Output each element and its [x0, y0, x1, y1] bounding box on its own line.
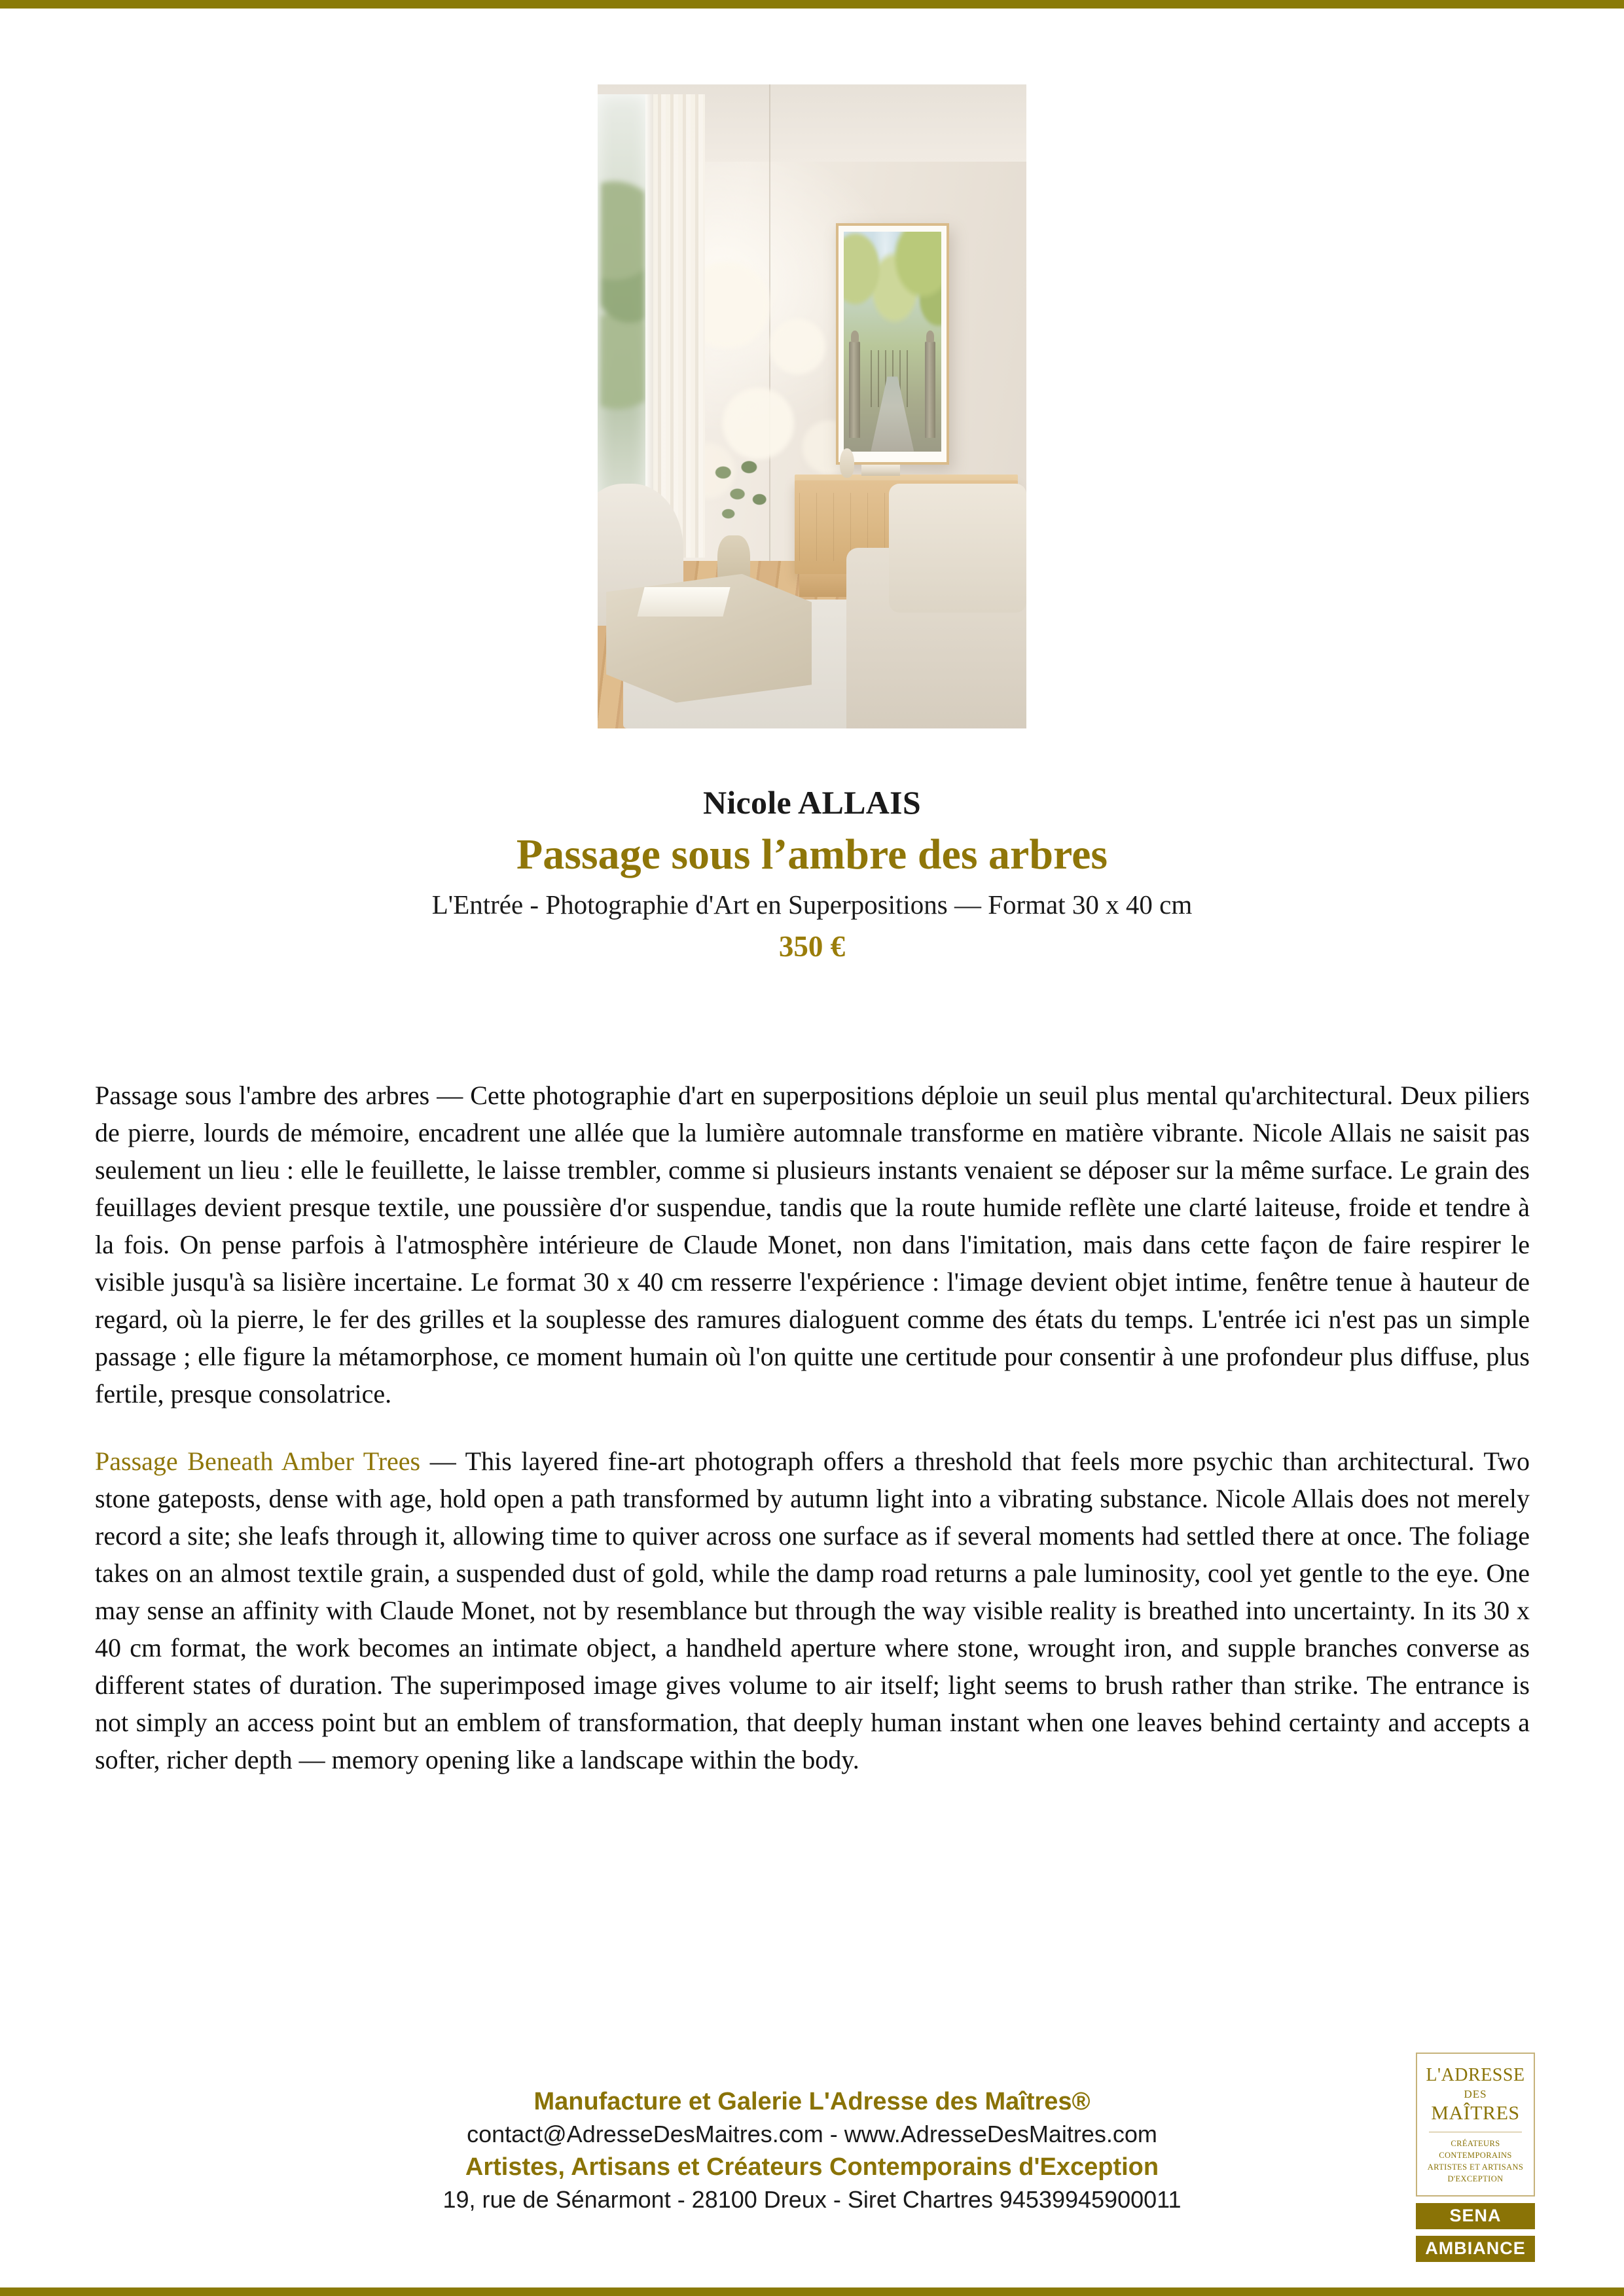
window-foliage	[601, 171, 645, 443]
footer-block	[0, 2085, 1624, 2215]
footer-company: Manufacture et Galerie L'Adresse des Maîtres®	[533, 2088, 1091, 2115]
brand-block	[1416, 2053, 1535, 2262]
description-lead-en: Passage Beneath Amber Trees	[95, 1446, 421, 1476]
badge-ambiance: AMBIANCE	[1416, 2236, 1535, 2262]
plant-branches	[709, 458, 773, 548]
window	[598, 94, 647, 519]
footer-tagline: Artistes, Artisans et Créateurs Contemporains d'Exception	[465, 2153, 1159, 2181]
print-gatepost-left	[849, 342, 859, 439]
brand-line-2: DES	[1464, 2087, 1487, 2100]
top-gold-rule	[0, 0, 1624, 9]
brand-tagline-1: CRÉATEURS CONTEMPORAINS	[1439, 2138, 1512, 2160]
interior-scene	[598, 84, 1026, 728]
brand-tagline-3: D'EXCEPTION	[1447, 2174, 1504, 2184]
artwork-price: 350 €	[778, 929, 846, 963]
small-vase	[840, 448, 854, 478]
artwork-subtitle: L'Entrée - Photographie d'Art en Superpositions — Format 30 x 40 cm	[431, 889, 1193, 920]
brand-tagline-2: ARTISTES ET ARTISANS	[1427, 2162, 1524, 2172]
artwork-title: Passage sous l’ambre des arbres	[516, 830, 1108, 878]
description-paragraph-fr	[95, 1077, 1530, 1412]
stacked-books	[861, 465, 900, 476]
footer-contact[interactable]: contact@AdresseDesMaitres.com - www.AdresseDesMaitres.com	[467, 2121, 1157, 2147]
artwork-print	[844, 232, 942, 452]
description-lead-fr: Passage sous l'ambre des arbres	[95, 1081, 430, 1110]
description-paragraph-en	[95, 1443, 1530, 1778]
title-block	[0, 785, 1624, 962]
open-book	[637, 587, 730, 617]
print-gatepost-right	[925, 342, 935, 439]
artist-name: Nicole ALLAIS	[702, 784, 922, 821]
description-body-fr: — Cette photographie d'art en superpositions déploie un seuil plus mental qu'architectural. Deux piliers de pierre, lourds de mémoire, encadrent une allée que la lumière automnale transforme en matière vibrante. Nicole Allais ne saisit pas seulement un lieu : elle le feuillette, le laisse trembler, comme si plusieurs instants venaient se déposer sur la même surface. Le grain des feuillages devient presque textile, une poussière d'or suspendue, tandis que la route humide reflète une clarté laiteuse, froide et tendre à la fois. On pense parfois à l'atmosphère intérieure de Claude Monet, non dans l'imitation, mais dans cette façon de faire respirer le visible jusqu'à sa lisière incertaine. Le format 30 x 40 cm resserre l'expérience : l'image devient objet intime, fenêtre tenue à hauteur de regard, où la pierre, le fer des grilles et la souplesse des ramures dialoguent comme des états du temps. L'entrée ici n'est pas un simple passage ; elle figure la métamorphose, ce moment humain où l'on quitte une certitude pour consentir à une profondeur plus diffuse, plus fertile, presque consolatrice.	[95, 1081, 1530, 1408]
footer-address: 19, rue de Sénarmont - 28100 Dreux - Siret Chartres 94539945900011	[442, 2186, 1182, 2213]
brand-logo-card	[1416, 2053, 1535, 2197]
curtain	[653, 94, 705, 558]
description-body-en: — This layered fine-art photograph offers a threshold that feels more psychic than architectural. Two stone gateposts, dense with age, hold open a path transformed by autumn light into a vibrating substance. Nicole Allais does not merely record a site; she leafs through it, allowing time to quiver across one surface as if several moments had settled there at once. The foliage takes on an almost textile grain, a suspended dust of gold, while the damp road returns a pale luminosity, cool yet gentle to the eye. One may sense an affinity with Claude Monet, not by resemblance but through the way visible reality is breathed into uncertainty. In its 30 x 40 cm format, the work becomes an intimate object, a handheld aperture where stone, wrought iron, and supple branches converse as different states of duration. The superimposed image gives volume to air itself; light seems to brush rather than strike. The entrance is not simply an access point but an emblem of transformation, that deeply human instant when one leaves behind certainty and accepts a softer, richer depth — memory opening like a landscape within the body.	[95, 1446, 1530, 1774]
description-block	[95, 1077, 1530, 1778]
bottom-gold-rule	[0, 2287, 1624, 2296]
artwork-mat	[839, 226, 947, 462]
framed-artwork	[836, 223, 950, 465]
sofa-cushion	[889, 484, 1026, 613]
brand-line-3: MAÎTRES	[1431, 2102, 1520, 2125]
badge-sena: SENA	[1416, 2203, 1535, 2229]
brand-line-1: L'ADRESSE	[1426, 2065, 1525, 2085]
artwork-ambience-photo	[598, 84, 1026, 728]
